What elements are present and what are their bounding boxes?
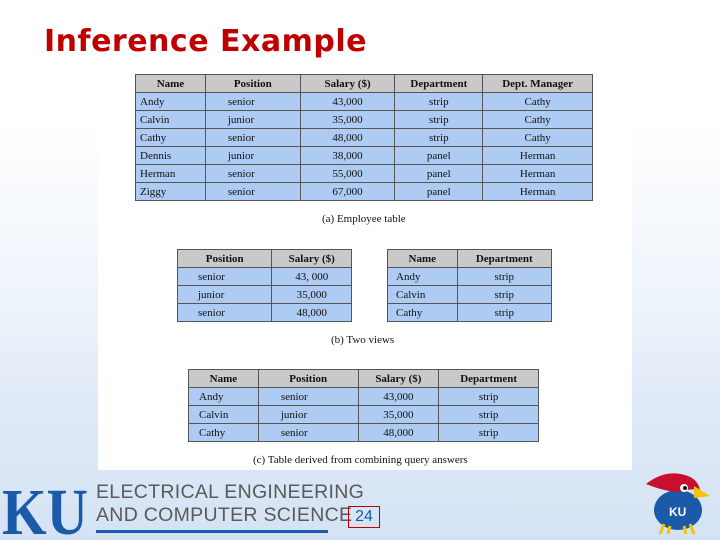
header-cell: Name [388, 250, 458, 268]
cell: 48,000 [272, 304, 352, 322]
header-cell: Department [457, 250, 551, 268]
cell: strip [439, 406, 539, 424]
cell: Andy [136, 93, 206, 111]
cell: Cathy [189, 424, 259, 442]
header-cell: Department [439, 370, 539, 388]
ku-logo-text: KU [2, 476, 88, 538]
cell: strip [395, 93, 483, 111]
view-name-department [387, 249, 552, 322]
table-row [388, 286, 552, 304]
department-name [96, 481, 364, 527]
cell: senior [258, 424, 358, 442]
cell: senior [205, 165, 300, 183]
cell: junior [205, 147, 300, 165]
cell: Calvin [136, 111, 206, 129]
table-header-row [178, 250, 352, 268]
cell: 43,000 [300, 93, 395, 111]
table-header-row [136, 75, 593, 93]
cell: senior [205, 183, 300, 201]
header-cell: Position [205, 75, 300, 93]
cell: strip [457, 286, 551, 304]
cell: 48,000 [300, 129, 395, 147]
cell: Andy [189, 388, 259, 406]
footer-underline [96, 530, 328, 533]
header-cell: Salary ($) [272, 250, 352, 268]
cell: Cathy [483, 129, 593, 147]
cell: Herman [483, 165, 593, 183]
caption-employee-table: (a) Employee table [322, 213, 406, 225]
caption-two-views: (b) Two views [331, 334, 395, 346]
cell: 43,000 [358, 388, 439, 406]
cell: senior [258, 388, 358, 406]
cell: 55,000 [300, 165, 395, 183]
ku-logo [0, 474, 92, 538]
table-row [136, 183, 593, 201]
cell: junior [258, 406, 358, 424]
cell: strip [395, 129, 483, 147]
cell: senior [178, 304, 272, 322]
header-cell: Department [395, 75, 483, 93]
table-row [388, 304, 552, 322]
caption-derived-table: (c) Table derived from combining query answers [253, 454, 468, 466]
table-row [136, 147, 593, 165]
cell: Cathy [483, 111, 593, 129]
cell: 35,000 [358, 406, 439, 424]
cell: Calvin [189, 406, 259, 424]
table-row [178, 304, 352, 322]
cell: Herman [483, 147, 593, 165]
cell: Dennis [136, 147, 206, 165]
cell: senior [178, 268, 272, 286]
cell: strip [457, 268, 551, 286]
cell: senior [205, 129, 300, 147]
header-cell: Name [189, 370, 259, 388]
cell: 67,000 [300, 183, 395, 201]
cell: 35,000 [300, 111, 395, 129]
department-line-1: ELECTRICAL ENGINEERING [96, 481, 365, 503]
cell: strip [395, 111, 483, 129]
cell: Cathy [136, 129, 206, 147]
cell: panel [395, 147, 483, 165]
cell: strip [439, 424, 539, 442]
cell: 48,000 [358, 424, 439, 442]
table-row [388, 268, 552, 286]
cell: Cathy [388, 304, 458, 322]
department-line-2: AND COMPUTER SCIENCE [96, 504, 353, 526]
table-header-row [189, 370, 539, 388]
derived-table [188, 369, 539, 442]
cell: strip [439, 388, 539, 406]
table-row [178, 268, 352, 286]
header-cell: Position [258, 370, 358, 388]
employee-table [135, 74, 593, 201]
cell: panel [395, 165, 483, 183]
cell: Calvin [388, 286, 458, 304]
table-row [136, 93, 593, 111]
table-row [189, 406, 539, 424]
header-cell: Dept. Manager [483, 75, 593, 93]
header-cell: Salary ($) [300, 75, 395, 93]
cell: panel [395, 183, 483, 201]
table-row [136, 165, 593, 183]
table-row [136, 111, 593, 129]
cell: junior [178, 286, 272, 304]
cell: junior [205, 111, 300, 129]
cell: Herman [136, 165, 206, 183]
cell: Cathy [483, 93, 593, 111]
header-cell: Name [136, 75, 206, 93]
cell: Herman [483, 183, 593, 201]
view-position-salary [177, 249, 352, 322]
cell: Ziggy [136, 183, 206, 201]
header-cell: Position [178, 250, 272, 268]
mascot-ku-text: KU [669, 505, 687, 519]
cell: 38,000 [300, 147, 395, 165]
slide-title: Inference Example [44, 24, 367, 59]
jayhawk-mascot-icon [636, 466, 716, 536]
table-row [189, 424, 539, 442]
cell: 35,000 [272, 286, 352, 304]
page-number: 24 [348, 506, 380, 528]
cell: 43, 000 [272, 268, 352, 286]
table-row [136, 129, 593, 147]
cell: strip [457, 304, 551, 322]
header-cell: Salary ($) [358, 370, 439, 388]
table-row [189, 388, 539, 406]
cell: senior [205, 93, 300, 111]
table-row [178, 286, 352, 304]
cell: Andy [388, 268, 458, 286]
table-header-row [388, 250, 552, 268]
